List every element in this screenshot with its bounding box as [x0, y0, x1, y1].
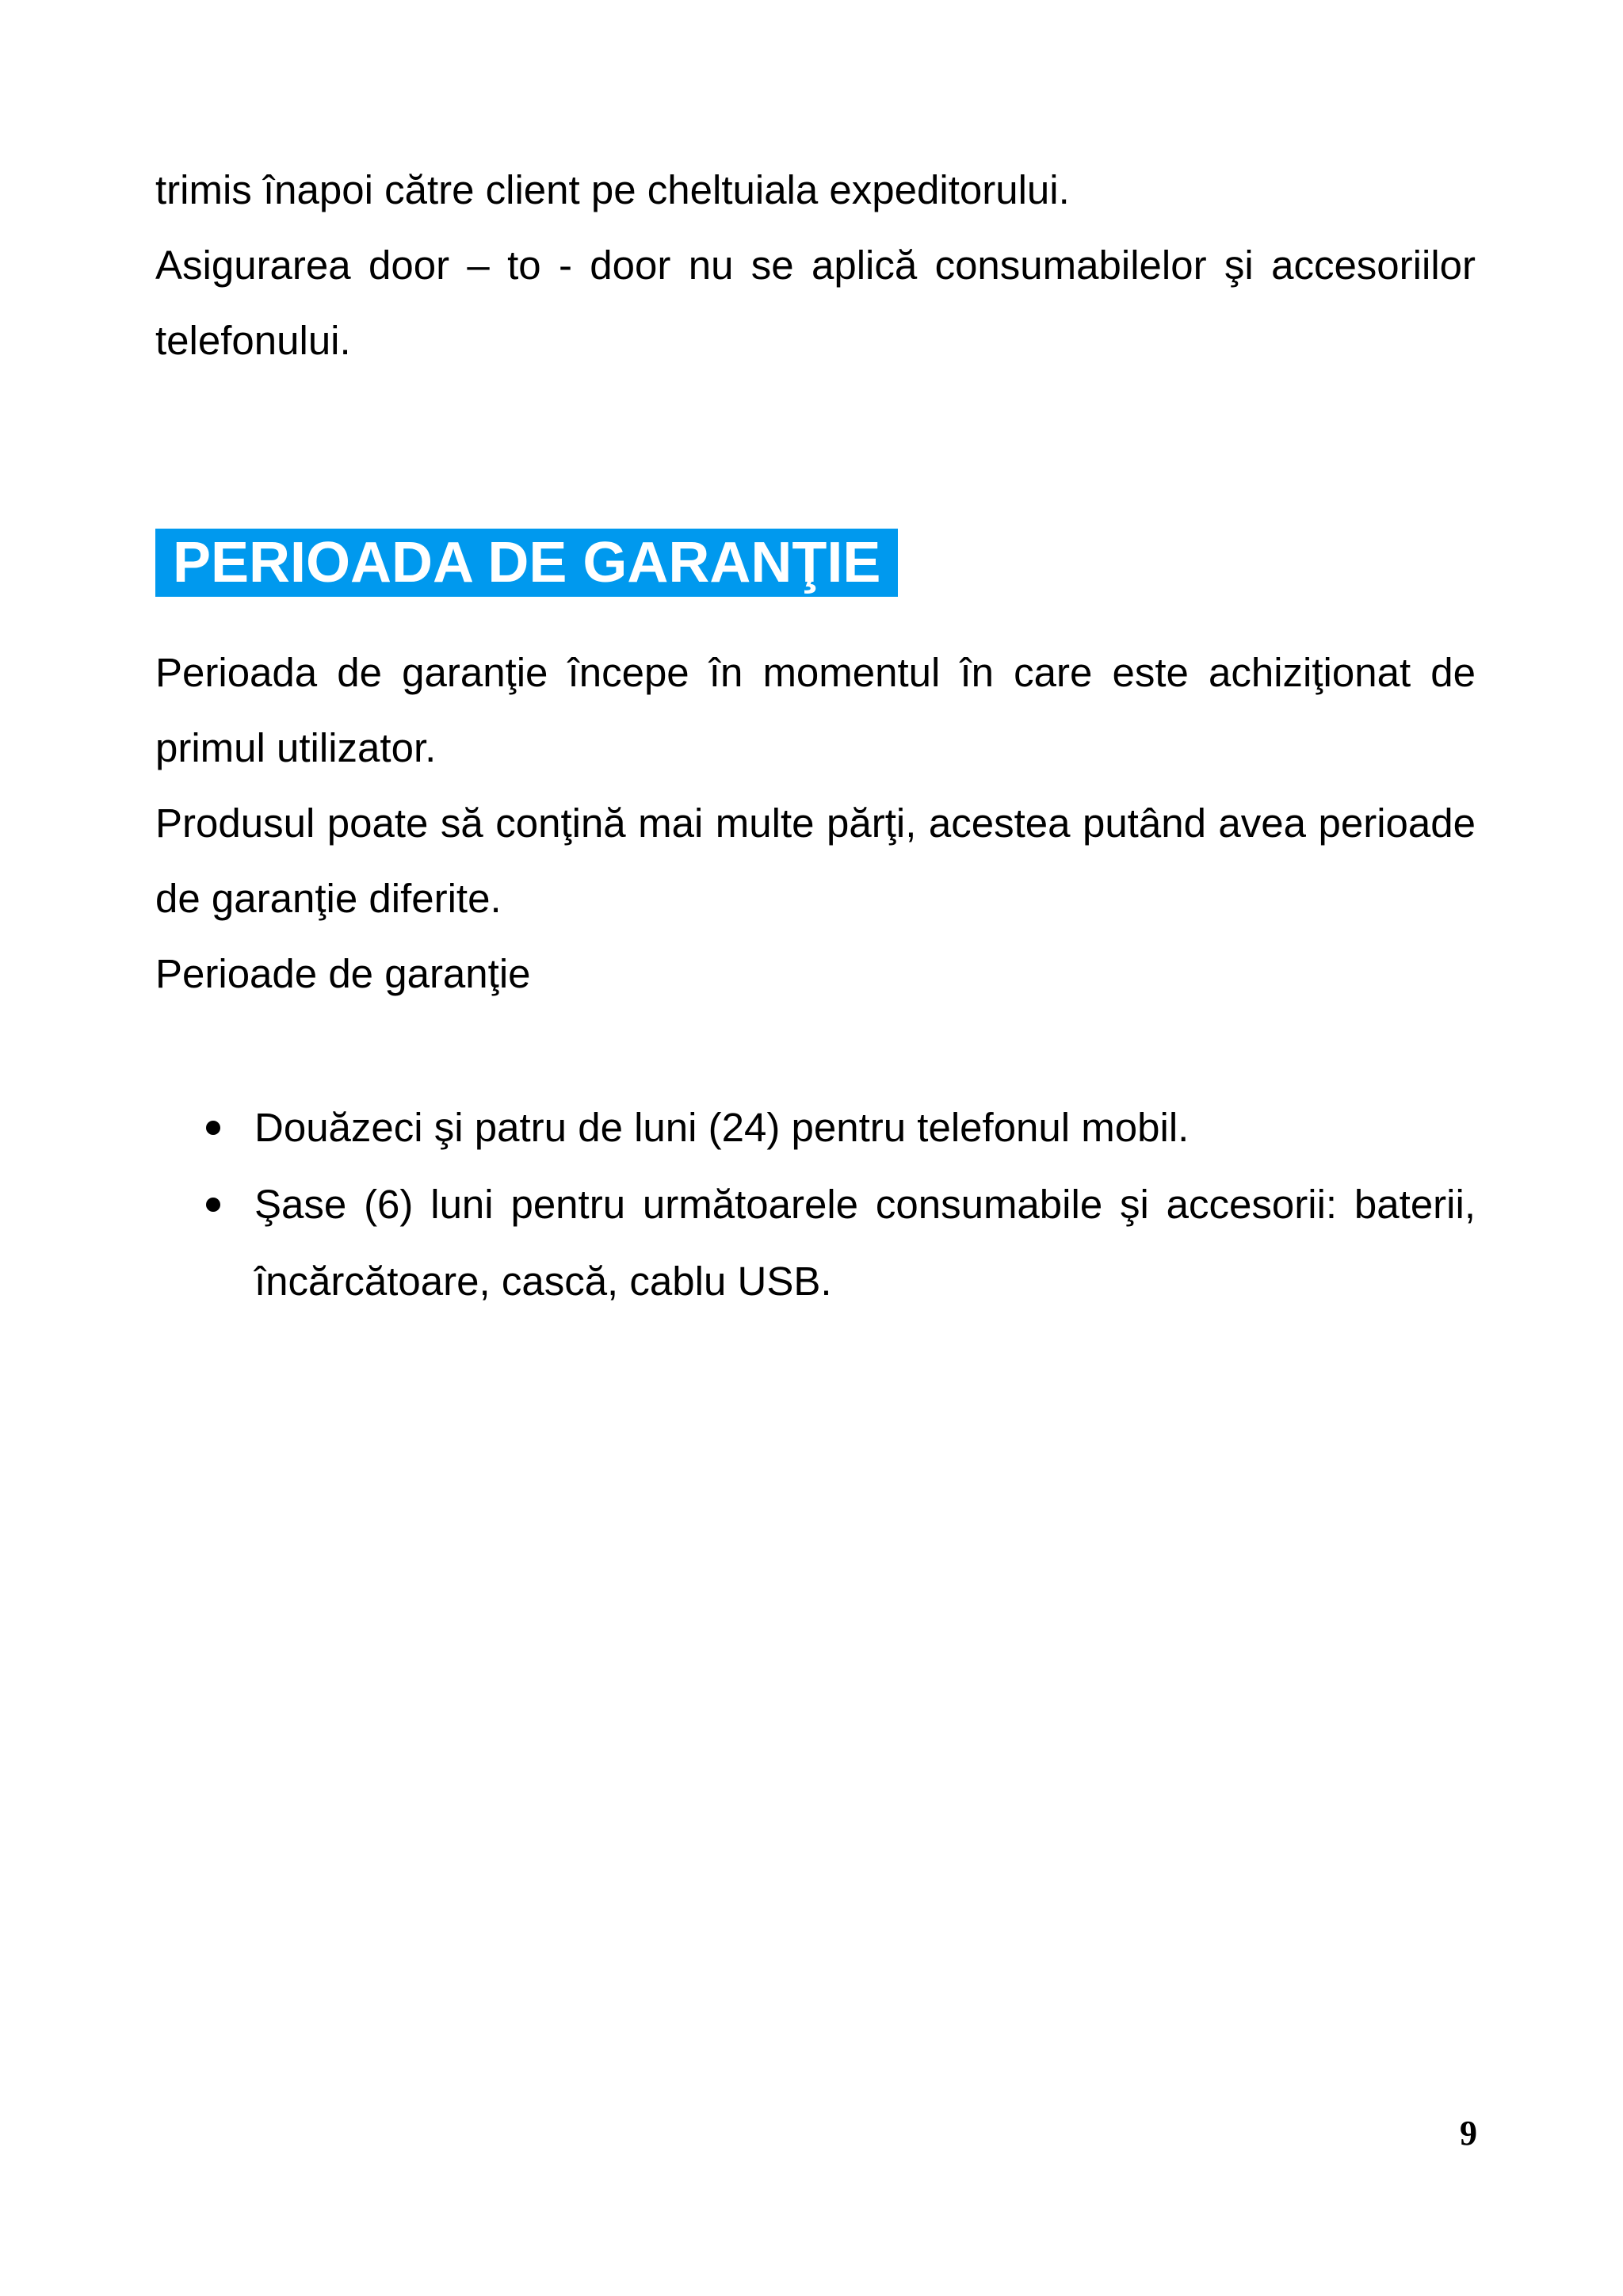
- bullet-icon: [206, 1121, 220, 1135]
- list-item-text: Douăzeci şi patru de luni (24) pentru telefonul mobil.: [254, 1105, 1190, 1150]
- paragraph-warranty-start: Perioada de garanţie începe în momentul în care este achiziţionat de primul utilizator.: [155, 650, 1476, 770]
- list-item: [155, 1089, 1476, 1166]
- intro-paragraph: Asigurarea door – to - door nu se aplică consumabilelor şi accesoriilor telefonului.: [155, 243, 1476, 363]
- list-item: [155, 1166, 1476, 1320]
- spacer: [155, 597, 1476, 635]
- paragraph-warranty-periods: Perioade de garanţie: [155, 951, 531, 996]
- section-heading: PERIOADA DE GARANŢIE: [155, 529, 898, 597]
- page-number: 9: [1460, 2114, 1477, 2153]
- bullet-icon: [206, 1198, 220, 1212]
- intro-line: trimis înapoi către client pe cheltuiala expeditorului.: [155, 167, 1070, 212]
- spacer: [155, 1011, 1476, 1089]
- warranty-list: [155, 1089, 1476, 1320]
- list-item-text: Şase (6) luni pentru următoarele consumabile şi accesorii: baterii, încărcătoare, cască, cablu USB.: [254, 1182, 1476, 1304]
- paragraph-product-parts: Produsul poate să conţină mai multe părţi, acestea putând avea perioade de garanţie diferite.: [155, 800, 1476, 921]
- spacer: [155, 378, 1476, 529]
- section-heading-wrapper: [155, 529, 1476, 597]
- document-page: [155, 152, 1476, 1320]
